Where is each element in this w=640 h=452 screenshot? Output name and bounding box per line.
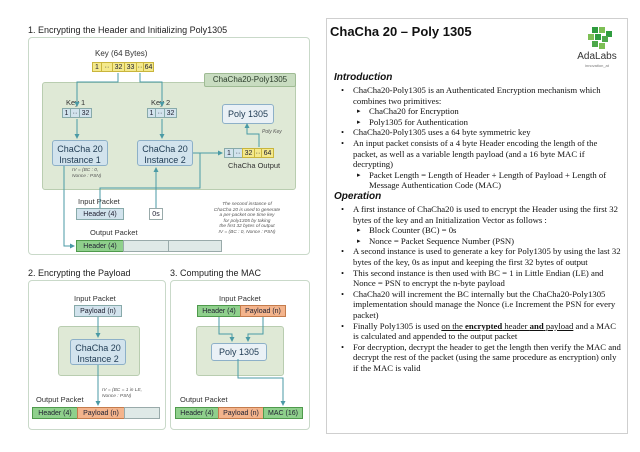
poly1305-box: Poly 1305 [222,104,274,124]
key-cell: 33 [124,62,137,72]
introduction-heading: Introduction [334,72,393,83]
instance-2-line-2: Instance 2 [144,155,186,165]
note-line: for poly1305 by taking [223,218,271,224]
s3-output-header-cell: Header (4) [175,407,219,419]
note-line: IV = (BC : 0, Nonce : PSN) [218,229,276,235]
key1-label: Key 1 [66,98,86,107]
output-cell: 1 [224,148,234,158]
text-panel [326,18,628,434]
output-header-cell: Header (4) [76,240,124,252]
output-cell: 64 [261,148,274,158]
operation-list [339,204,621,374]
zero-s-cell: 0s [149,208,163,220]
note-line: a per-packet one time key [219,213,275,219]
intro-sub-bullet: ▸ Packet Length = Length of Header + Length of Payload + Length of Message Authentication Code (MAC) [339,170,621,191]
instance-1-line-2: Instance 1 [59,155,101,165]
key1-cell: ·· [70,108,80,118]
note-line: the first 32 bytes of output [219,224,275,230]
poly-key-label: Poly Key [262,129,282,135]
note-line: ChaCha 20 is used to generate [213,207,281,213]
note-line: IV = (BC : 0, [72,168,99,173]
note-line: Nonce : PSN) [72,173,102,179]
intro-bullet: • ChaCha20-Poly1305 uses a 64 byte symmetric key [339,127,621,138]
s3-input-header-cell: Header (4) [197,305,241,317]
s2-instance-line-2: Instance 2 [77,354,119,364]
operation-bullet: • A second instance is used to generate a key for Poly1305 by using the last 32 bytes of the key, 0s as input and keeping the first 32 bytes of output [339,246,621,267]
operation-sub-bullet: ▸ Block Counter (BC) = 0s [339,225,621,236]
s2-output-payload-cell: Payload (n) [77,407,125,419]
output-cell: ·· [233,148,243,158]
input-packet-label: Input Packet [78,197,120,206]
key-cell: 1 [92,62,102,72]
s3-output-mac-cell: MAC (16) [263,407,303,419]
key-cell: ·· [137,64,143,71]
note-line: Nonce : PSN) [102,393,132,399]
operation-bullet: • ChaCha20 will increment the BC internally but the ChaCha20-Poly1305 implementation should manage the Nonce (i.e Increment the PSN for every packet) [339,289,621,321]
key2-label: Key 2 [151,98,171,107]
operation-heading: Operation [334,191,382,202]
intro-bullet: • ChaCha20-Poly1305 is an Authenticated Encryption mechanism which combines two primitives: [339,85,621,106]
output-cell: ·· [255,150,261,157]
key2-cell: 32 [164,108,177,118]
operation-bullet: • A first instance of ChaCha20 is used to encrypt the Header using the first 32 bytes of the key and an Initialization Vector as follows : [339,204,621,225]
operation-bullet: • This second instance is then used with BC = 1 in Little Endian (LE) and Nonce = PSN to encrypt the n-byte payload [339,268,621,289]
output-cell: 32 [242,148,255,158]
chacha-output-label: ChaCha Output [228,161,281,170]
intro-bullet: • An input packet consists of a 4 byte Header encoding the length of the packet, as well as a variable length payload (and a 16 byte MAC if decrypting) [339,138,621,170]
slide-title: ChaCha 20 – Poly 1305 [330,24,472,39]
s2-output-header-cell: Header (4) [32,407,78,419]
instance-1-line-1: ChaCha 20 [57,144,103,154]
section-1-title: 1. Encrypting the Header and Initializing Poly1305 [28,25,228,35]
operation-bullet: • For decryption, decrypt the header to get the length then verify the MAC and decrypt the rest of the packet (using the same procedure as encryption) only if the MAC is valid [339,342,621,374]
intro-sub-bullet: ▸ ChaCha20 for Encryption [339,106,621,117]
s3-output-payload-cell: Payload (n) [218,407,264,419]
s2-input-packet-label: Input Packet [74,294,116,303]
key-cell: 64 [144,64,153,71]
logo-subtext: innovation_at [585,63,609,68]
s3-input-packet-label: Input Packet [219,294,261,303]
section-2-title: 2. Encrypting the Payload [28,268,131,278]
intro-sub-bullet: ▸ Poly1305 for Authentication [339,117,621,128]
s2-output-packet-label: Output Packet [36,395,84,404]
s3-output-packet-label: Output Packet [180,395,228,404]
introduction-list [339,85,621,191]
input-header-cell: Header (4) [76,208,124,220]
key2-cell: 1 [147,108,156,118]
s3-input-payload-cell: Payload (n) [240,305,286,317]
s2-instance-line-1: ChaCha 20 [75,343,121,353]
s2-payload-cell: Payload (n) [74,305,122,317]
key-cell: 32 [112,62,125,72]
s3-poly1305-box: Poly 1305 [211,343,267,361]
key-cell: ·· [101,62,113,72]
instance-2-line-1: ChaCha 20 [142,144,188,154]
section-3-title: 3. Computing the MAC [170,268,262,278]
operation-sub-bullet: ▸ Nonce = Packet Sequence Number (PSN) [339,236,621,247]
key2-cell: ·· [155,108,165,118]
adalabs-logo [573,25,621,73]
key-label: Key (64 Bytes) [95,49,148,58]
output-packet-label: Output Packet [90,228,138,237]
logo-text: AdaLabs [577,51,617,62]
key1-cell: 32 [79,108,92,118]
panel-label: ChaCha20-Poly1305 [204,73,296,87]
note-line: IV = (BC = 1 in LE, [102,388,142,393]
key1-cell: 1 [62,108,71,118]
note-line: The second instance of [222,202,272,207]
operation-bullet: • Finally Poly1305 is used on the encrypted header and payload and a MAC is calculated and appended to the output packet [339,321,621,342]
